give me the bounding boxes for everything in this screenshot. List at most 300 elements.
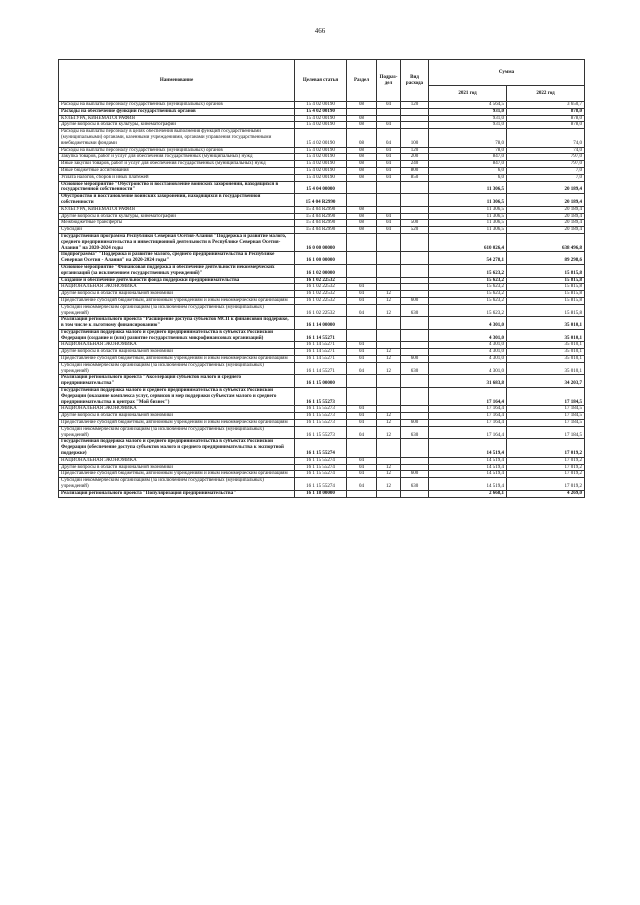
cell-kind: 120 [401, 147, 429, 154]
table-row [59, 154, 585, 161]
cell-y1: 11 306,5 [429, 181, 507, 194]
budget-table [58, 59, 585, 498]
cell-name: Субсидии некоммерческим организациям (за исключением государственных (муниципальных) учреждений) [59, 362, 295, 375]
table-row [59, 356, 585, 363]
cell-name: Государственная поддержка малого и среднего предпринимательства в субъектах Российской Федерации (оказание комплекса услуг, сервисов и мер поддержки субъектам малого и среднего предпринимательства в центрах "Мой бизнес") [59, 388, 295, 406]
cell-y2: 878,0 [507, 122, 585, 129]
cell-name: Субсидии некоммерческим организациям (за исключением государственных (муниципальных) учреждений) [59, 304, 295, 317]
table-row [59, 439, 585, 457]
table-row [59, 413, 585, 420]
cell-sec [347, 252, 377, 265]
cell-kind: 630 [401, 362, 429, 375]
cell-y1: 4 301,0 [429, 362, 507, 375]
table-row [59, 426, 585, 439]
cell-y2: 7,0 [507, 167, 585, 174]
cell-name: Основное мероприятие "Обустройство и восстановление воинских захоронений, находящихся в государственной собственности" [59, 181, 295, 194]
cell-kind [401, 213, 429, 220]
cell-code: 15 4 04 R2990 [295, 194, 347, 207]
cell-kind [401, 349, 429, 356]
cell-sub: 04 [377, 102, 401, 109]
table-row [59, 297, 585, 304]
cell-kind [401, 284, 429, 291]
header-name: Наименование [59, 60, 295, 102]
cell-name: Межбюджетные трансферты [59, 220, 295, 227]
table-row [59, 220, 585, 227]
cell-y2: 878,0 [507, 115, 585, 122]
cell-sec: 08 [347, 129, 377, 147]
cell-kind: 630 [401, 304, 429, 317]
cell-y1: 17 164,4 [429, 413, 507, 420]
cell-sub [377, 108, 401, 115]
cell-sub [377, 329, 401, 342]
cell-name: Расходы на обеспечение функций государственных органов [59, 108, 295, 115]
cell-y1: 11 306,5 [429, 206, 507, 213]
cell-code: 16 1 15 55274 [295, 464, 347, 471]
cell-code: 16 1 02 22532 [295, 284, 347, 291]
cell-y1: 11 306,5 [429, 194, 507, 207]
table-row [59, 317, 585, 330]
cell-y1: 17 164,4 [429, 426, 507, 439]
cell-code: 15 4 02 00190 [295, 167, 347, 174]
cell-sec [347, 375, 377, 388]
header-section: Раздел [347, 60, 377, 102]
cell-y2: 74,0 [507, 147, 585, 154]
cell-name: Предоставление субсидий бюджетным, автономным учреждениям и иным некоммерческим организациям [59, 297, 295, 304]
table-row [59, 388, 585, 406]
cell-y1: 15 623,2 [429, 277, 507, 284]
cell-sec: 08 [347, 174, 377, 181]
table-row [59, 213, 585, 220]
cell-y1: 15 623,2 [429, 291, 507, 298]
cell-name: КУЛЬТУРА, КИНЕМАТОГРАФИЯ [59, 206, 295, 213]
cell-code: 16 1 14 55271 [295, 329, 347, 342]
cell-sub [377, 277, 401, 284]
cell-name: Расходы на выплаты персоналу государственных (муниципальных) органов [59, 147, 295, 154]
table-row [59, 233, 585, 251]
cell-name: НАЦИОНАЛЬНАЯ ЭКОНОМИКА [59, 284, 295, 291]
header-year-2021: 2021 год [429, 86, 507, 102]
table-row [59, 457, 585, 464]
cell-sec: 04 [347, 362, 377, 375]
cell-sub: 04 [377, 161, 401, 168]
cell-sec [347, 329, 377, 342]
cell-y2: 797,0 [507, 161, 585, 168]
cell-kind [401, 439, 429, 457]
cell-name: НАЦИОНАЛЬНАЯ ЭКОНОМИКА [59, 457, 295, 464]
cell-sub: 12 [377, 478, 401, 491]
cell-sub [377, 206, 401, 213]
cell-sec: 04 [347, 284, 377, 291]
cell-sub [377, 388, 401, 406]
cell-kind [401, 464, 429, 471]
cell-y2: 17 184,5 [507, 406, 585, 413]
cell-sub [377, 252, 401, 265]
cell-y2: 17 019,2 [507, 471, 585, 478]
table-row [59, 264, 585, 277]
cell-y2: 17 019,2 [507, 457, 585, 464]
cell-kind: 200 [401, 154, 429, 161]
table-row [59, 108, 585, 115]
cell-code: 15 4 04 R2990 [295, 220, 347, 227]
cell-kind [401, 233, 429, 251]
cell-y2: 74,0 [507, 129, 585, 147]
cell-sec [347, 181, 377, 194]
table-row [59, 349, 585, 356]
cell-sec [347, 277, 377, 284]
cell-sub [377, 490, 401, 497]
cell-sec: 08 [347, 206, 377, 213]
cell-sub: 12 [377, 420, 401, 427]
cell-sec: 04 [347, 420, 377, 427]
cell-y1: 17 164,4 [429, 420, 507, 427]
cell-y1: 4 301,0 [429, 317, 507, 330]
cell-name: Реализация регионального проекта "Акселерация субъектов малого и среднего предпринимательства" [59, 375, 295, 388]
cell-sec: 08 [347, 154, 377, 161]
cell-y2: 20 189,4 [507, 206, 585, 213]
cell-kind [401, 108, 429, 115]
cell-kind [401, 206, 429, 213]
cell-code: 15 4 02 00190 [295, 122, 347, 129]
table-header [59, 60, 585, 102]
table-row [59, 284, 585, 291]
cell-kind [401, 342, 429, 349]
cell-sec: 08 [347, 161, 377, 168]
cell-y1: 11 306,5 [429, 220, 507, 227]
cell-sub: 04 [377, 147, 401, 154]
cell-name: Другие вопросы в области национальной экономики [59, 464, 295, 471]
cell-sec: 04 [347, 457, 377, 464]
cell-y2: 15 815,8 [507, 297, 585, 304]
cell-sub: 12 [377, 464, 401, 471]
cell-kind: 630 [401, 478, 429, 491]
table-row [59, 329, 585, 342]
cell-y1: 4 301,0 [429, 349, 507, 356]
header-year-2022: 2022 год [507, 86, 585, 102]
cell-sec: 08 [347, 122, 377, 129]
cell-y2: 15 815,8 [507, 284, 585, 291]
cell-sec: 08 [347, 102, 377, 109]
cell-sec [347, 108, 377, 115]
cell-y2: 35 010,1 [507, 342, 585, 349]
table-row [59, 490, 585, 497]
table-row [59, 291, 585, 298]
cell-y2: 20 189,4 [507, 220, 585, 227]
cell-sub [377, 181, 401, 194]
cell-name: КУЛЬТУРА, КИНЕМАТОГРАФИЯ [59, 115, 295, 122]
cell-y1: 14 519,4 [429, 457, 507, 464]
cell-code: 15 4 04 R2990 [295, 213, 347, 220]
cell-sub: 12 [377, 413, 401, 420]
cell-name: Субсидии [59, 227, 295, 234]
cell-y2: 17 019,2 [507, 478, 585, 491]
cell-code: 16 1 02 22532 [295, 304, 347, 317]
cell-kind: 240 [401, 161, 429, 168]
table-row [59, 147, 585, 154]
cell-y1: 15 623,2 [429, 284, 507, 291]
cell-y2: 15 815,8 [507, 277, 585, 284]
cell-code: 16 1 02 22532 [295, 297, 347, 304]
cell-y1: 4 301,0 [429, 342, 507, 349]
table-row [59, 478, 585, 491]
cell-sec: 04 [347, 349, 377, 356]
cell-y1: 4 301,0 [429, 329, 507, 342]
cell-sec: 08 [347, 147, 377, 154]
cell-code: 15 4 02 00190 [295, 154, 347, 161]
cell-y2: 4 269,0 [507, 490, 585, 497]
cell-sub: 12 [377, 349, 401, 356]
cell-y1: 17 164,4 [429, 406, 507, 413]
cell-y2: 17 184,5 [507, 426, 585, 439]
cell-code: 15 4 02 00190 [295, 102, 347, 109]
cell-kind [401, 122, 429, 129]
cell-y1: 931,0 [429, 115, 507, 122]
cell-y2: 35 010,1 [507, 362, 585, 375]
cell-y2: 3 650,7 [507, 102, 585, 109]
cell-code: 16 1 14 55271 [295, 362, 347, 375]
cell-sec: 08 [347, 213, 377, 220]
cell-y2: 15 815,8 [507, 304, 585, 317]
table-row [59, 277, 585, 284]
cell-sub [377, 284, 401, 291]
cell-sub [377, 264, 401, 277]
cell-sec: 08 [347, 167, 377, 174]
cell-sec: 04 [347, 297, 377, 304]
cell-kind: 600 [401, 471, 429, 478]
cell-sec [347, 388, 377, 406]
cell-name: НАЦИОНАЛЬНАЯ ЭКОНОМИКА [59, 342, 295, 349]
cell-sec: 04 [347, 342, 377, 349]
table-row [59, 362, 585, 375]
cell-y2: 20 189,4 [507, 227, 585, 234]
cell-y1: 610 026,4 [429, 233, 507, 251]
cell-kind [401, 264, 429, 277]
cell-name: НАЦИОНАЛЬНАЯ ЭКОНОМИКА [59, 406, 295, 413]
cell-kind [401, 291, 429, 298]
cell-code: 16 1 15 00000 [295, 375, 347, 388]
cell-y2: 34 203,7 [507, 375, 585, 388]
cell-code: 15 4 02 00190 [295, 161, 347, 168]
header-code: Целевая статья [295, 60, 347, 102]
cell-sec [347, 317, 377, 330]
cell-sub [377, 457, 401, 464]
cell-code: 16 1 14 55271 [295, 342, 347, 349]
cell-sub: 12 [377, 297, 401, 304]
cell-sub [377, 233, 401, 251]
cell-y1: 4 564,5 [429, 102, 507, 109]
cell-kind: 600 [401, 297, 429, 304]
cell-name: Предоставление субсидий бюджетным, автономным учреждениям и иным некоммерческим организациям [59, 471, 295, 478]
cell-y2: 797,0 [507, 154, 585, 161]
cell-name: Другие вопросы в области национальной экономики [59, 291, 295, 298]
cell-kind [401, 490, 429, 497]
cell-y2: 15 815,8 [507, 291, 585, 298]
cell-y1: 6,0 [429, 174, 507, 181]
cell-sec [347, 490, 377, 497]
table-row [59, 129, 585, 147]
cell-y1: 78,0 [429, 129, 507, 147]
cell-kind: 600 [401, 420, 429, 427]
cell-name: Другие вопросы в области культуры, кинематографии [59, 213, 295, 220]
cell-y2: 7,0 [507, 174, 585, 181]
cell-kind [401, 252, 429, 265]
cell-y1: 11 306,5 [429, 227, 507, 234]
cell-name: Основное мероприятие "Финансовая поддержка и обеспечение деятельности некоммерческих организаций (за исключением государственных учреждений)" [59, 264, 295, 277]
cell-sub: 04 [377, 174, 401, 181]
cell-sub [377, 115, 401, 122]
cell-kind: 850 [401, 174, 429, 181]
cell-code: 16 1 15 55274 [295, 478, 347, 491]
cell-code: 15 4 02 00190 [295, 129, 347, 147]
cell-code: 16 1 18 00000 [295, 490, 347, 497]
cell-y1: 847,0 [429, 154, 507, 161]
cell-y2: 638 496,8 [507, 233, 585, 251]
cell-sec: 04 [347, 304, 377, 317]
cell-y1: 14 519,4 [429, 439, 507, 457]
cell-code: 16 0 00 00000 [295, 233, 347, 251]
cell-y2: 20 189,4 [507, 181, 585, 194]
cell-code: 16 1 15 55274 [295, 471, 347, 478]
cell-code: 16 1 02 22532 [295, 291, 347, 298]
cell-name: Субсидии некоммерческим организациям (за исключением государственных (муниципальных) учреждений) [59, 478, 295, 491]
cell-sec: 08 [347, 220, 377, 227]
cell-sec [347, 233, 377, 251]
cell-code: 16 1 14 00000 [295, 317, 347, 330]
table-row [59, 227, 585, 234]
cell-kind: 120 [401, 102, 429, 109]
cell-name: Другие вопросы в области национальной экономики [59, 413, 295, 420]
table-row [59, 342, 585, 349]
header-kind: Вид расхода [401, 60, 429, 102]
cell-code: 16 1 02 00000 [295, 264, 347, 277]
cell-kind [401, 413, 429, 420]
cell-sub [377, 439, 401, 457]
table-row [59, 375, 585, 388]
cell-y1: 847,0 [429, 161, 507, 168]
cell-y1: 15 623,2 [429, 297, 507, 304]
cell-y1: 31 683,8 [429, 375, 507, 388]
cell-kind [401, 277, 429, 284]
cell-sec: 04 [347, 464, 377, 471]
table-row [59, 406, 585, 413]
cell-sub: 12 [377, 356, 401, 363]
cell-kind [401, 329, 429, 342]
cell-sub: 12 [377, 291, 401, 298]
cell-y1: 11 306,5 [429, 213, 507, 220]
cell-kind: 600 [401, 356, 429, 363]
table-body [59, 102, 585, 498]
cell-code: 16 1 02 22532 [295, 277, 347, 284]
cell-kind [401, 115, 429, 122]
cell-y2: 89 298,6 [507, 252, 585, 265]
cell-name: Закупка товаров, работ и услуг для обеспечения государственных (муниципальных) нужд [59, 154, 295, 161]
cell-name: Реализация регионального проекта "Популяризация предпринимательства" [59, 490, 295, 497]
cell-sub: 12 [377, 471, 401, 478]
cell-sub: 12 [377, 362, 401, 375]
cell-name: Государственная программа Республики Северная Осетия-Алания "Поддержка и развитие малого, среднего предпринимательства и инвестиционной деятельности в Республике Северная Осетия-Алания" на 2020-2024 годы [59, 233, 295, 251]
table-row [59, 420, 585, 427]
cell-code: 15 4 02 00190 [295, 174, 347, 181]
cell-name: Предоставление субсидий бюджетным, автономным учреждениям и иным некоммерческим организациям [59, 356, 295, 363]
cell-sec: 08 [347, 115, 377, 122]
cell-y1: 2 668,1 [429, 490, 507, 497]
cell-y2: 17 184,5 [507, 420, 585, 427]
cell-sec [347, 264, 377, 277]
cell-y2: 35 010,1 [507, 356, 585, 363]
cell-y2: 35 010,1 [507, 329, 585, 342]
cell-sec: 04 [347, 406, 377, 413]
cell-name: Государственная поддержка малого и среднего предпринимательства в субъектах Российской Федерации (обеспечение доступа субъектов малого и среднего предпринимательства к экспортной поддержке) [59, 439, 295, 457]
cell-code: 16 1 15 55273 [295, 420, 347, 427]
cell-y1: 14 519,4 [429, 464, 507, 471]
cell-name: Иные бюджетные ассигнования [59, 167, 295, 174]
cell-kind [401, 194, 429, 207]
table-row [59, 174, 585, 181]
cell-sub [377, 342, 401, 349]
cell-y2: 17 019,2 [507, 439, 585, 457]
cell-name: Другие вопросы в области национальной экономики [59, 349, 295, 356]
cell-kind [401, 181, 429, 194]
cell-y1: 931,0 [429, 108, 507, 115]
cell-kind: 630 [401, 426, 429, 439]
cell-code: 16 1 15 55273 [295, 388, 347, 406]
cell-sec: 04 [347, 478, 377, 491]
cell-y1: 4 301,0 [429, 356, 507, 363]
cell-kind [401, 317, 429, 330]
cell-sec: 04 [347, 356, 377, 363]
cell-y1: 17 164,4 [429, 388, 507, 406]
cell-y1: 6,0 [429, 167, 507, 174]
cell-sub: 12 [377, 304, 401, 317]
cell-name: Уплата налогов, сборов и иных платежей [59, 174, 295, 181]
cell-sub: 04 [377, 220, 401, 227]
cell-code: 16 1 14 55271 [295, 356, 347, 363]
cell-name: Другие вопросы в области культуры, кинематографии [59, 122, 295, 129]
header-sum: Сумма [429, 60, 585, 86]
cell-sub: 04 [377, 129, 401, 147]
cell-code: 16 1 15 55273 [295, 406, 347, 413]
cell-sub [377, 406, 401, 413]
cell-y2: 17 019,2 [507, 464, 585, 471]
cell-y2: 15 815,8 [507, 264, 585, 277]
cell-sub [377, 317, 401, 330]
cell-sub: 04 [377, 122, 401, 129]
table-row [59, 115, 585, 122]
cell-code: 16 1 15 55274 [295, 439, 347, 457]
cell-code: 15 4 04 R2990 [295, 227, 347, 234]
table-row [59, 206, 585, 213]
cell-sec [347, 194, 377, 207]
cell-sec: 04 [347, 291, 377, 298]
cell-code: 15 4 02 00190 [295, 115, 347, 122]
cell-sub: 04 [377, 227, 401, 234]
cell-code: 15 4 02 00190 [295, 147, 347, 154]
cell-sec: 04 [347, 426, 377, 439]
table-row [59, 102, 585, 109]
cell-code: 16 1 14 55271 [295, 349, 347, 356]
table-row [59, 252, 585, 265]
cell-y2: 17 184,5 [507, 388, 585, 406]
cell-sub: 04 [377, 154, 401, 161]
cell-y1: 15 623,2 [429, 304, 507, 317]
cell-sec: 04 [347, 471, 377, 478]
table-row [59, 471, 585, 478]
cell-name: Создание и обеспечение деятельности фонда поддержки предпринимательства [59, 277, 295, 284]
cell-y1: 54 278,1 [429, 252, 507, 265]
cell-kind [401, 375, 429, 388]
cell-code: 16 1 15 55273 [295, 413, 347, 420]
table-row [59, 122, 585, 129]
cell-y1: 931,0 [429, 122, 507, 129]
